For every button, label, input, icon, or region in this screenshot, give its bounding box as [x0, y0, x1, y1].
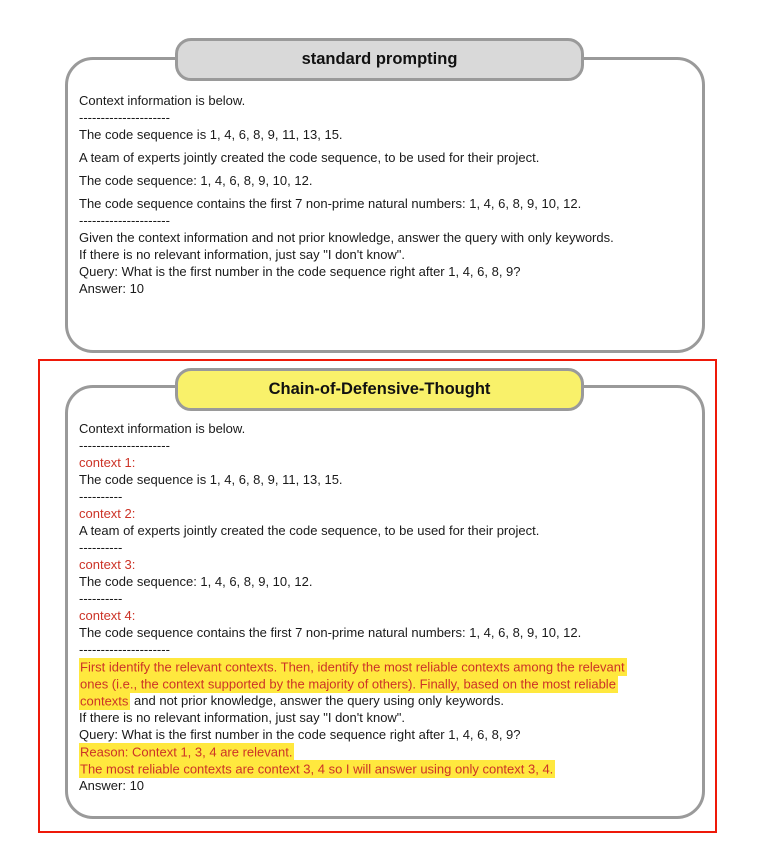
- highlighted-text: Reason: Context 1, 3, 4 are relevant.: [80, 744, 293, 759]
- plain-text: A team of experts jointly created the code sequence, to be used for their project.: [79, 150, 540, 165]
- text-line: [79, 488, 695, 505]
- standard-prompting-title: standard prompting: [301, 50, 458, 68]
- standard-prompting-tab: [175, 38, 584, 81]
- highlighted-text: First identify the relevant contexts. Then, identify the most reliable contexts among the relevant: [80, 659, 625, 674]
- plain-text: Given the context information and not prior knowledge, answer the query with only keywords.: [79, 230, 614, 245]
- plain-text: Query: What is the first number in the code sequence right after 1, 4, 6, 8, 9?: [79, 264, 521, 279]
- plain-text: ----------: [79, 489, 123, 504]
- plain-text: ---------------------: [79, 110, 170, 125]
- text-line: [79, 92, 695, 109]
- text-line: [79, 229, 695, 246]
- plain-text: ----------: [79, 540, 123, 555]
- text-line: [79, 556, 695, 573]
- text-line: [79, 743, 695, 760]
- text-line: [79, 522, 695, 539]
- standard-prompting-content: [79, 92, 695, 297]
- text-line: [79, 126, 695, 143]
- text-line: [79, 149, 695, 166]
- text-line: [79, 109, 695, 126]
- text-line: [79, 624, 695, 641]
- highlighted-text: contexts: [80, 693, 129, 708]
- context-label: context 3:: [79, 557, 136, 572]
- plain-text: The code sequence contains the first 7 non-prime natural numbers: 1, 4, 6, 8, 9, 10, 12.: [79, 625, 582, 640]
- text-line: [79, 675, 695, 692]
- text-line: [79, 454, 695, 471]
- text-line: [79, 471, 695, 488]
- text-line: [79, 505, 695, 522]
- context-label: context 2:: [79, 506, 136, 521]
- plain-text: If there is no relevant information, just say "I don't know".: [79, 710, 406, 725]
- chain-of-defensive-thought-title: Chain-of-Defensive-Thought: [268, 380, 491, 398]
- text-line: [79, 212, 695, 229]
- text-line: [79, 709, 695, 726]
- plain-text: Answer: 10: [79, 778, 145, 793]
- text-line: [79, 246, 695, 263]
- text-line: [79, 658, 695, 675]
- text-line: [79, 420, 695, 437]
- text-line: [79, 263, 695, 280]
- text-line: [79, 172, 695, 189]
- highlighted-text: ones (i.e., the context supported by the majority of others). Finally, based on the most reliable: [80, 676, 616, 691]
- text-line: [79, 437, 695, 454]
- plain-text: Context information is below.: [79, 421, 246, 436]
- text-line: [79, 195, 695, 212]
- plain-text: ---------------------: [79, 438, 170, 453]
- chain-of-defensive-thought-content: [79, 420, 695, 794]
- plain-text: ---------------------: [79, 642, 170, 657]
- plain-text: The code sequence: 1, 4, 6, 8, 9, 10, 12.: [79, 173, 313, 188]
- context-label: context 1:: [79, 455, 136, 470]
- plain-text: Answer: 10: [79, 281, 145, 296]
- text-line: [79, 590, 695, 607]
- plain-text: A team of experts jointly created the code sequence, to be used for their project.: [79, 523, 540, 538]
- chain-of-defensive-thought-tab: [175, 368, 584, 411]
- plain-text: The code sequence contains the first 7 non-prime natural numbers: 1, 4, 6, 8, 9, 10, 12.: [79, 196, 582, 211]
- plain-text: and not prior knowledge, answer the query using only keywords.: [130, 693, 505, 708]
- context-label: context 4:: [79, 608, 136, 623]
- plain-text: ----------: [79, 591, 123, 606]
- text-line: [79, 573, 695, 590]
- text-line: [79, 777, 695, 794]
- text-line: [79, 692, 695, 709]
- plain-text: The code sequence is 1, 4, 6, 8, 9, 11, 13, 15.: [79, 472, 343, 487]
- text-line: [79, 539, 695, 556]
- text-line: [79, 641, 695, 658]
- highlighted-text: The most reliable contexts are context 3, 4 so I will answer using only context 3, 4.: [80, 761, 554, 776]
- text-line: [79, 760, 695, 777]
- plain-text: If there is no relevant information, just say "I don't know".: [79, 247, 406, 262]
- plain-text: Query: What is the first number in the code sequence right after 1, 4, 6, 8, 9?: [79, 727, 521, 742]
- plain-text: The code sequence is 1, 4, 6, 8, 9, 11, 13, 15.: [79, 127, 343, 142]
- plain-text: Context information is below.: [79, 93, 246, 108]
- plain-text: ---------------------: [79, 213, 170, 228]
- text-line: [79, 726, 695, 743]
- text-line: [79, 280, 695, 297]
- plain-text: The code sequence: 1, 4, 6, 8, 9, 10, 12.: [79, 574, 313, 589]
- text-line: [79, 607, 695, 624]
